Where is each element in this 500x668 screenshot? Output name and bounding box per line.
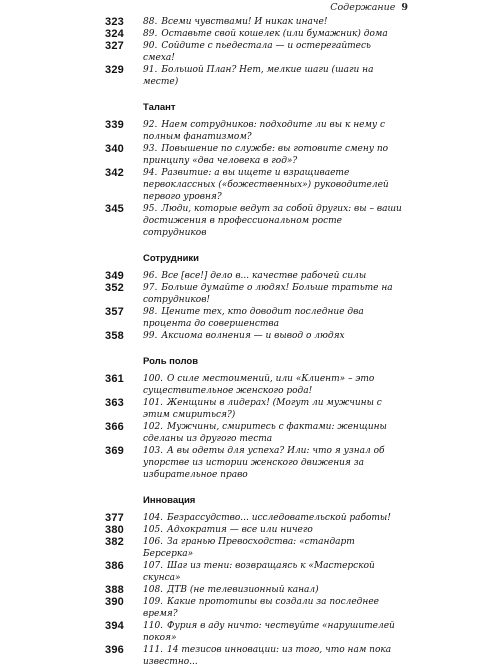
entry-chapter-number: 90. [143,41,158,51]
entry-page-number: 380 [105,524,124,536]
toc-entry [105,16,405,28]
section-heading: Роль полов [143,356,199,367]
entry-page-number: 324 [105,28,124,40]
entry-page-number: 366 [105,421,124,433]
entry-chapter-number: 95. [143,204,158,214]
entry-chapter-number: 99. [143,331,158,341]
entry-title: Повышение по службе: вы готовите смену по принципу «два человека в год»? [143,144,389,166]
entry-chapter-number: 105. [143,525,164,535]
entry-chapter-number: 107. [143,561,164,571]
toc-entry [105,445,405,481]
toc-entry [105,306,405,330]
entry-title: Фурия в аду ничто: чествуйте «нарушителей покоя» [143,621,395,643]
entry-page-number: 396 [105,644,124,656]
entry-title: Люди, которые ведут за собой других: вы – ваши достижения в профессиональном росте сотрудников [143,204,402,238]
entry-page-number: 394 [105,620,124,632]
toc-entry [105,282,405,306]
toc-entry [105,397,405,421]
toc-entry [105,270,405,282]
entry-title: А вы одеты для успеха? Или: что я узнал об упорстве из истории женского движения за избирательное право [143,446,385,480]
entry-chapter-number: 92. [143,120,158,130]
toc-entry [105,620,405,644]
toc-entry [105,167,405,203]
entry-title: Цените тех, кто доводит последние два процента до совершенства [143,307,364,329]
header-page-number: 9 [401,2,408,13]
toc-entry [105,512,405,524]
entry-page-number: 340 [105,143,124,155]
entry-chapter-number: 101. [143,398,164,408]
toc-entry [105,644,405,668]
entry-chapter-number: 111. [143,645,164,655]
entry-title: Все [все!] дело в... качестве рабочей силы [161,271,367,281]
toc-entry [105,584,405,596]
toc-entry [105,119,405,143]
entry-page-number: 358 [105,330,124,342]
entry-page-number: 386 [105,560,124,572]
toc-entry [105,203,405,239]
entry-title: Мужчины, смиритесь с фактами: женщины сделаны из другого теста [143,422,387,444]
entry-chapter-number: 93. [143,144,158,154]
entry-chapter-number: 98. [143,307,158,317]
entry-chapter-number: 104. [143,513,164,523]
entry-page-number: 369 [105,445,124,457]
toc-entry [105,421,405,445]
entry-chapter-number: 108. [143,585,164,595]
entry-chapter-number: 106. [143,537,164,547]
entry-chapter-number: 110. [143,621,164,631]
entry-page-number: 327 [105,40,124,52]
toc-entry [105,524,405,536]
entry-chapter-number: 91. [143,65,158,75]
toc-entry [105,64,405,88]
toc-entry [105,40,405,64]
entry-page-number: 349 [105,270,124,282]
running-header [330,2,408,13]
table-of-contents [105,16,405,668]
entry-chapter-number: 94. [143,168,158,178]
entry-title: За гранью Превосходства: «стандарт Берсерка» [143,537,355,559]
section-heading: Инновация [143,495,196,506]
toc-entry [105,596,405,620]
entry-page-number: 361 [105,373,124,385]
toc-entry [105,373,405,397]
entry-page-number: 342 [105,167,124,179]
toc-entry [105,560,405,584]
entry-title: Оставьте свой кошелек (или бумажник) дома [161,29,388,39]
entry-chapter-number: 89. [143,29,158,39]
entry-title: Аксиома волнения — и вывод о людях [161,331,345,341]
entry-page-number: 323 [105,16,124,28]
entry-page-number: 329 [105,64,124,76]
toc-entry [105,143,405,167]
entry-chapter-number: 109. [143,597,164,607]
entry-title: Развитие: а вы ищете и взращиваете первоклассных («божественных») руководителей первого уровня? [143,168,389,202]
entry-title: Адхократия — все или ничего [167,525,313,535]
section-heading: Талант [143,102,176,113]
entry-title: ДТВ (не телевизионный канал) [167,585,319,595]
header-title: Содержание [330,2,396,13]
toc-entry [105,330,405,342]
entry-title: Какие прототипы вы создали за последнее время? [143,597,379,619]
entry-chapter-number: 97. [143,283,158,293]
entry-page-number: 345 [105,203,124,215]
entry-title: Наем сотрудников: подходите ли вы к нему с полным фанатизмом? [143,120,386,142]
entry-chapter-number: 100. [143,374,164,384]
toc-entry [105,28,405,40]
entry-page-number: 357 [105,306,124,318]
entry-chapter-number: 88. [143,17,158,27]
entry-title: Безрассудство... исследовательской работы! [167,513,391,523]
entry-title: Больше думайте о людях! Больше тратьте на сотрудников! [143,283,393,305]
entry-page-number: 339 [105,119,124,131]
entry-title: Всеми чувствами! И никак иначе! [161,17,328,27]
entry-title: 14 тезисов инновации: из того, что нам пока известно... [143,645,392,667]
entry-title: Большой План? Нет, мелкие шаги (шаги на месте) [143,65,374,87]
entry-page-number: 377 [105,512,124,524]
entry-chapter-number: 103. [143,446,164,456]
entry-chapter-number: 102. [143,422,164,432]
section-heading: Сотрудники [143,253,200,264]
entry-title: Шаг из тени: возвращаясь к «Мастерской скунса» [143,561,375,583]
entry-page-number: 382 [105,536,124,548]
toc-entry [105,536,405,560]
entry-chapter-number: 96. [143,271,158,281]
entry-title: О силе местоимений, или «Клиент» – это существительное женского рода! [143,374,375,396]
entry-page-number: 363 [105,397,124,409]
entry-page-number: 390 [105,596,124,608]
entry-title: Сойдите с пьедестала — и остерегайтесь смеха! [143,41,371,63]
entry-page-number: 388 [105,584,124,596]
entry-title: Женщины в лидерах! (Могут ли мужчины с этим смириться?) [143,398,382,420]
entry-page-number: 352 [105,282,124,294]
